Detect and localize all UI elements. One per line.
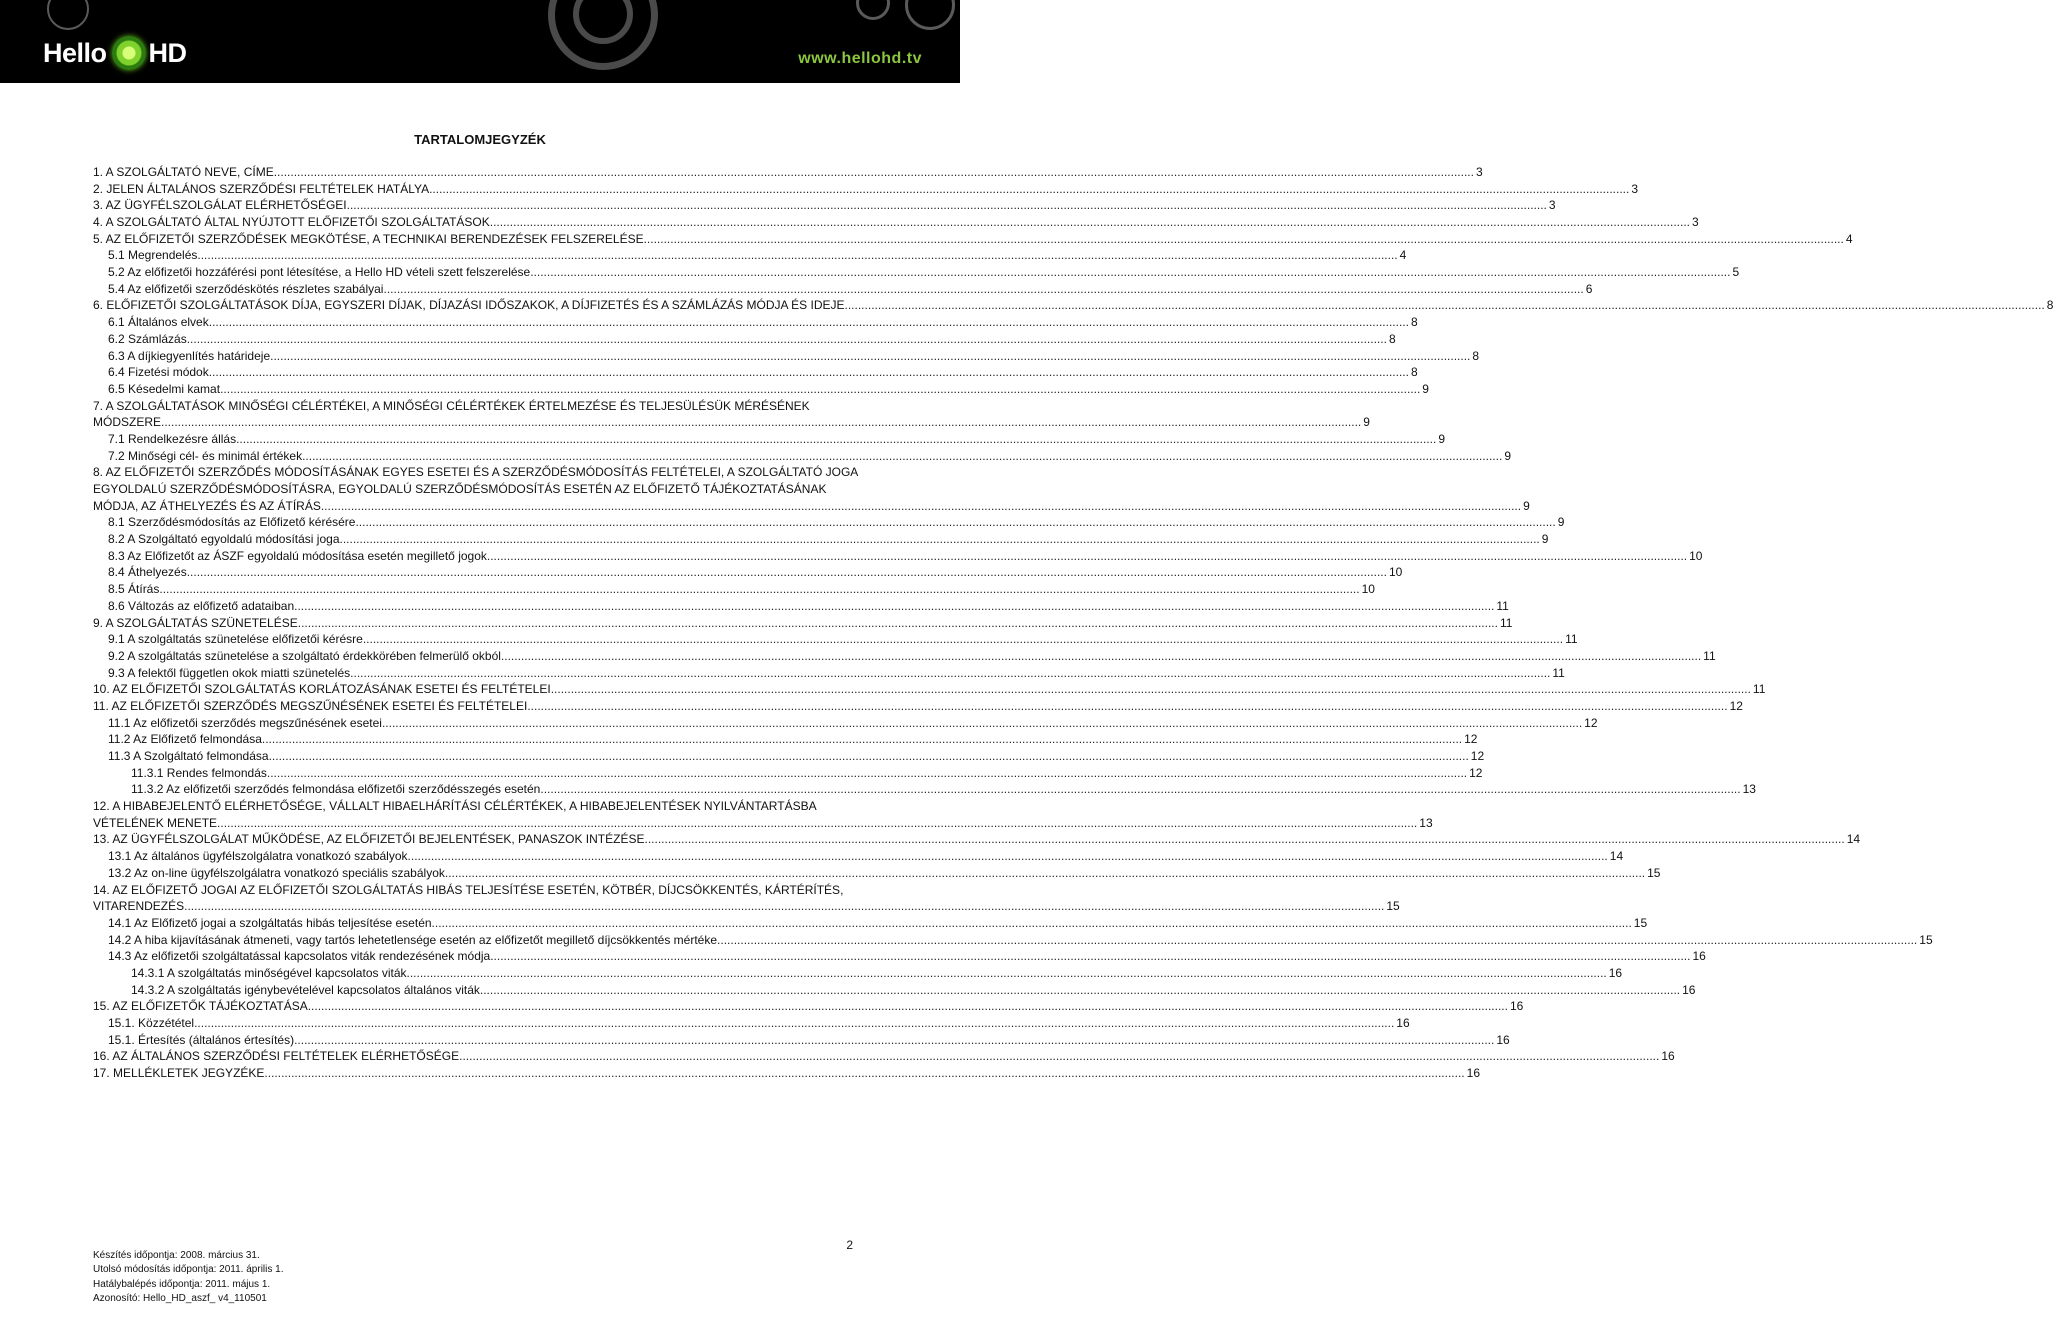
toc-entry-page: 14 (1609, 849, 1624, 864)
toc-entry-page: 16 (1682, 982, 1696, 997)
toc-entry-page: 5 (1732, 265, 1740, 280)
toc-dot-leader (445, 865, 1645, 882)
toc-entry[interactable] (93, 815, 1433, 832)
toc-entry-page: 16 (1661, 1049, 1675, 1064)
toc-entry-page: 3 (1548, 198, 1556, 213)
toc-title: TARTALOMJEGYZÉK (414, 132, 546, 147)
toc-entry-title: 7. A SZOLGÁLTATÁSOK MINŐSÉGI CÉLÉRTÉKEI, A MINŐSÉGI CÉLÉRTÉKEK ÉRTELMEZÉSE ÉS TELJESÜLÉSÜK MÉRÉSÉNEK (93, 398, 810, 413)
toc-dot-leader (501, 648, 1701, 665)
toc-entry-page: 9 (1363, 415, 1370, 430)
toc-entry[interactable] (93, 948, 1706, 965)
toc-entry-title: VITARENDEZÉS (93, 899, 185, 914)
toc-dot-leader (159, 581, 1359, 598)
toc-entry-title: 14.2 A hiba kijavításának átmeneti, vagy tartós lehetetlensége esetén az előfizetőt megillető díjcsökkentés mértéke (108, 932, 718, 947)
toc-entry-title: 12. A HIBABEJELENTŐ ELÉRHETŐSÉGE, VÁLLALT HIBAELHÁRÍTÁSI CÉLÉRTÉKEK, A HIBABEJELENTÉSEK NYILVÁNTARTÁSBA (93, 799, 817, 814)
toc-entry-page: 12 (1470, 749, 1485, 764)
toc-dot-leader (383, 281, 1583, 298)
toc-entry[interactable] (93, 448, 1511, 465)
toc-entry[interactable] (93, 1065, 1480, 1082)
toc-entry[interactable] (93, 731, 1478, 748)
toc-entry-page: 11 (1752, 682, 1766, 697)
toc-entry[interactable] (93, 748, 1485, 765)
toc-entry-page: 4 (1399, 248, 1407, 263)
toc-entry[interactable] (93, 848, 1624, 865)
toc-entry[interactable] (93, 665, 1565, 682)
toc-entry[interactable] (93, 898, 1400, 915)
toc-entry[interactable] (93, 798, 868, 815)
toc-entry[interactable] (93, 565, 1403, 582)
table-of-contents (93, 164, 2053, 1082)
toc-entry-title: 15.1. Közzététel (108, 1016, 195, 1031)
toc-entry-title: MÓDJA, AZ ÁTHELYEZÉS ÉS AZ ÁTÍRÁS (93, 498, 321, 513)
toc-entry-title: 14.3.1 A szolgáltatás minőségével kapcsolatos viták (131, 965, 407, 980)
toc-dot-leader (845, 297, 2045, 314)
toc-entry-page: 15 (1386, 899, 1400, 914)
toc-entry-page: 12 (1729, 698, 1743, 713)
toc-entry-title: 8.1 Szerződésmódosítás az Előfizető kérésére (108, 515, 356, 530)
toc-entry-page: 3 (1475, 164, 1483, 179)
toc-entry[interactable] (93, 832, 1861, 849)
toc-entry-title: 4. A SZOLGÁLTATÓ ÁLTAL NYÚJTOTT ELŐFIZETŐI SZOLGÁLTATÁSOK (93, 215, 490, 230)
toc-entry-page: 15 (1633, 915, 1648, 930)
toc-entry-title: 11.3 A Szolgáltató felmondása (108, 749, 269, 764)
toc-entry[interactable] (93, 998, 1524, 1015)
toc-entry-page: 12 (1584, 715, 1598, 730)
toc-entry-page: 16 (1396, 1016, 1410, 1031)
document-footer (93, 1249, 283, 1306)
toc-entry-title: 11.3.1 Rendes felmondás (131, 765, 267, 780)
footer-line-created: Készítés időpontja: 2008. március 31. (93, 1250, 260, 1261)
toc-entry-page: 10 (1388, 565, 1403, 580)
toc-entry[interactable] (93, 498, 1530, 515)
toc-dot-leader (355, 514, 1555, 531)
toc-entry-page: 8 (1388, 331, 1396, 346)
toc-entry-title: 13.1 Az általános ügyfélszolgálatra vonatkozó szabályok (108, 849, 408, 864)
toc-dot-leader (267, 765, 1467, 782)
toc-entry-page: 9 (1523, 498, 1530, 513)
toc-entry-page: 11 (1552, 665, 1565, 680)
toc-dot-leader (408, 848, 1608, 865)
toc-dot-leader (294, 598, 1494, 615)
toc-dot-leader (487, 548, 1687, 565)
toc-entry-title: 5.1 Megrendelés (108, 248, 198, 263)
toc-entry-title: 6.4 Fizetési módok (108, 365, 209, 380)
toc-entry-title: EGYOLDALÚ SZERZŐDÉSMÓDOSÍTÁSRA, EGYOLDALÚ SZERZŐDÉSMÓDOSÍTÁS ESETÉN AZ ELŐFIZETŐ TÁJÉKOZTATÁSÁNAK (93, 482, 827, 497)
page-header (0, 0, 960, 83)
toc-entry-page: 11 (1703, 648, 1716, 663)
toc-entry-title: 14. AZ ELŐFIZETŐ JOGAI AZ ELŐFIZETŐI SZOLGÁLTATÁS HIBÁS TELJESÍTÉSE ESETÉN, KÖTBÉR, DÍJCSÖKKENTÉS, KÁRTÉRÍTÉS, (93, 882, 844, 897)
toc-entry-page: 15 (1647, 865, 1661, 880)
website-url: www.hellohd.tv (798, 50, 922, 67)
toc-entry[interactable] (93, 1032, 1510, 1049)
toc-entry-page: 8 (1410, 365, 1418, 380)
toc-dot-leader (480, 982, 1680, 999)
toc-entry[interactable] (93, 932, 1933, 949)
toc-dot-leader (717, 932, 1917, 949)
toc-dot-leader (540, 781, 1740, 798)
toc-entry-title: 5. AZ ELŐFIZETŐI SZERZŐDÉSEK MEGKÖTÉSE, A TECHNIKAI BERENDEZÉSEK FELSZERELÉSE (93, 231, 644, 246)
toc-entry[interactable] (93, 381, 1429, 398)
toc-dot-leader (161, 414, 1361, 431)
toc-entry-page: 11 (1496, 598, 1509, 613)
toc-dot-leader (490, 948, 1690, 965)
toc-entry[interactable] (93, 264, 1740, 281)
toc-entry-page: 9 (1422, 381, 1429, 396)
toc-entry-page: 10 (1689, 548, 1703, 563)
toc-entry[interactable] (93, 247, 1407, 264)
toc-dot-leader (294, 1032, 1494, 1049)
toc-entry-page: 3 (1631, 181, 1639, 196)
toc-entry[interactable] (93, 631, 1578, 648)
toc-entry-page: 9 (1541, 532, 1549, 547)
toc-entry-title: 8.5 Átírás (108, 582, 160, 597)
toc-entry-page: 13 (1419, 815, 1433, 830)
toc-dot-leader (308, 998, 1508, 1015)
toc-entry[interactable] (93, 915, 1648, 932)
toc-entry[interactable] (93, 364, 1418, 381)
toc-entry[interactable] (93, 598, 1509, 615)
toc-entry-page: 10 (1361, 582, 1375, 597)
toc-entry-page: 9 (1504, 448, 1511, 463)
toc-entry[interactable] (93, 464, 868, 481)
toc-entry[interactable] (93, 615, 1513, 632)
toc-dot-leader (236, 431, 1436, 448)
toc-dot-leader (490, 214, 1690, 231)
toc-entry[interactable] (93, 681, 1766, 698)
toc-entry-page: 11 (1565, 632, 1578, 647)
toc-entry-title: 9.1 A szolgáltatás szünetelése előfizetői kérésre (108, 632, 363, 647)
toc-entry[interactable] (93, 231, 1853, 248)
toc-entry[interactable] (93, 865, 1661, 882)
toc-entry[interactable] (93, 581, 1375, 598)
toc-entry-page: 12 (1464, 732, 1478, 747)
toc-entry-title: 8.3 Az Előfizetőt az ÁSZF egyoldalú módosítása esetén megillető jogok (108, 548, 487, 563)
toc-dot-leader (459, 1048, 1659, 1065)
footer-line-modified: Utolsó módosítás időpontja: 2011. április 1. (93, 1264, 284, 1276)
toc-entry[interactable] (93, 431, 1445, 448)
toc-entry-title: 8. AZ ELŐFIZETŐI SZERZŐDÉS MÓDOSÍTÁSÁNAK EGYES ESETEI ÉS A SZERZŐDÉSMÓDOSÍTÁS FELTÉTELEI, A SZOLGÁLTATÓ JOGA (93, 465, 859, 480)
toc-dot-leader (209, 364, 1409, 381)
toc-dot-leader (340, 531, 1540, 548)
toc-entry-title: 6.5 Késedelmi kamat (108, 381, 221, 396)
toc-entry-title: 9.3 A felektől független okok miatti szünetelés (108, 665, 351, 680)
toc-dot-leader (432, 915, 1632, 932)
toc-entry-title: 6.2 Számlázás (108, 331, 187, 346)
toc-entry[interactable] (93, 765, 1483, 782)
toc-entry-page: 14 (1846, 832, 1861, 847)
toc-dot-leader (264, 1065, 1464, 1082)
toc-dot-leader (184, 898, 1384, 915)
toc-entry[interactable] (93, 348, 1480, 365)
toc-dot-leader (321, 498, 1521, 515)
toc-entry-page: 13 (1742, 782, 1756, 797)
toc-entry[interactable] (93, 298, 2053, 315)
toc-dot-leader (298, 615, 1498, 632)
toc-entry[interactable] (93, 781, 1756, 798)
toc-entry-title: 11. AZ ELŐFIZETŐI SZERZŐDÉS MEGSZŰNÉSÉNEK ESETEI ÉS FELTÉTELEI (93, 698, 528, 713)
toc-dot-leader (274, 164, 1474, 181)
toc-entry-title: 9. A SZOLGÁLTATÁS SZÜNETELÉSE (93, 615, 298, 630)
toc-entry[interactable] (93, 414, 1370, 431)
toc-entry-title: 15.1. Értesítés (általános értesítés) (108, 1032, 295, 1047)
toc-dot-leader (350, 665, 1550, 682)
toc-entry[interactable] (93, 214, 1699, 231)
toc-entry-page: 12 (1469, 765, 1483, 780)
toc-entry[interactable] (93, 648, 1716, 665)
toc-dot-leader (197, 247, 1397, 264)
toc-dot-leader (194, 1015, 1394, 1032)
toc-dot-leader (220, 381, 1420, 398)
toc-entry-title: 2. JELEN ÁLTALÁNOS SZERZŐDÉSI FELTÉTELEK HATÁLYA (93, 181, 430, 196)
toc-entry[interactable] (93, 331, 1396, 348)
toc-dot-leader (262, 731, 1462, 748)
toc-entry-title: 5.4 Az előfizetői szerződéskötés részletes szabályai (108, 281, 384, 296)
toc-entry-title: 16. AZ ÁLTALÁNOS SZERZŐDÉSI FELTÉTELEK ELÉRHETŐSÉGE (93, 1049, 460, 1064)
toc-entry[interactable] (93, 715, 1598, 732)
decorative-circle (47, 0, 89, 30)
toc-dot-leader (217, 815, 1417, 832)
toc-entry[interactable] (93, 982, 1696, 999)
toc-entry-page: 16 (1692, 949, 1706, 964)
toc-entry-title: 13. AZ ÜGYFÉLSZOLGÁLAT MŰKÖDÉSE, AZ ELŐFIZETŐI BEJELENTÉSEK, PANASZOK INTÉZÉSE (93, 832, 645, 847)
toc-entry-page: 3 (1692, 215, 1699, 230)
toc-dot-leader (644, 831, 1844, 848)
toc-entry-page: 16 (1496, 1032, 1510, 1047)
toc-entry[interactable] (93, 698, 1743, 715)
toc-entry[interactable] (93, 164, 1483, 181)
toc-entry-title: 11.1 Az előfizetői szerződés megszűnésének esetei (108, 715, 382, 730)
toc-entry-title: 5.2 Az előfizetői hozzáférési pont létesítése, a Hello HD vételi szett felszerelése (108, 265, 531, 280)
toc-entry-title: 13.2 Az on-line ügyfélszolgálatra vonatkozó speciális szabályok (108, 865, 445, 880)
toc-dot-leader (209, 314, 1409, 331)
toc-entry-page: 16 (1509, 999, 1524, 1014)
toc-dot-leader (407, 965, 1607, 982)
toc-entry-title: 14.3.2 A szolgáltatás igénybevételével kapcsolatos általános viták (131, 982, 480, 997)
toc-entry-title: 3. AZ ÜGYFÉLSZOLGÁLAT ELÉRHETŐSÉGEI (93, 198, 347, 213)
toc-dot-leader (363, 631, 1563, 648)
toc-entry-page: 6 (1585, 281, 1593, 296)
logo-text-hello: Hello (43, 37, 107, 68)
toc-entry-page: 8 (1410, 315, 1418, 330)
toc-entry-title: 15. AZ ELŐFIZETŐK TÁJÉKOZTATÁSA (93, 999, 308, 1014)
toc-entry[interactable] (93, 314, 1418, 331)
toc-entry-title: 8.6 Változás az előfizető adataiban (108, 598, 295, 613)
toc-entry-title: 14.3 Az előfizetői szolgáltatással kapcsolatos viták rendezésének módja (108, 949, 491, 964)
toc-dot-leader (551, 681, 1751, 698)
toc-entry-page: 9 (1557, 515, 1565, 530)
toc-entry-title: 6.3 A díjkiegyenlítés határideje (108, 348, 271, 363)
toc-entry-title: 17. MELLÉKLETEK JEGYZÉKE (93, 1066, 265, 1081)
toc-entry-title: 7.2 Minőségi cél- és minimál értékek (108, 448, 303, 463)
toc-entry-title: 9.2 A szolgáltatás szünetelése a szolgáltató érdekkörében felmerülő okból (108, 648, 501, 663)
toc-entry-page: 4 (1845, 231, 1853, 246)
toc-entry-title: 11.3.2 Az előfizetői szerződés felmondása előfizetői szerződésszegés esetén (131, 782, 541, 797)
toc-entry-title: 1. A SZOLGÁLTATÓ NEVE, CÍME (93, 164, 274, 179)
toc-dot-leader (429, 181, 1629, 198)
toc-entry[interactable] (93, 1015, 1410, 1032)
toc-entry-title: VÉTELÉNEK MENETE (93, 815, 218, 830)
toc-entry[interactable] (93, 548, 1703, 565)
toc-dot-leader (302, 448, 1502, 465)
toc-entry-page: 8 (1472, 348, 1480, 363)
toc-entry[interactable] (93, 481, 868, 498)
toc-entry-title: 8.2 A Szolgáltató egyoldalú módosítási joga (108, 532, 340, 547)
hello-hd-logo (43, 33, 187, 73)
decorative-circle (856, 0, 890, 20)
toc-dot-leader (347, 197, 1547, 214)
toc-entry-title: 7.1 Rendelkezésre állás (108, 431, 237, 446)
toc-entry-title: 8.4 Áthelyezés (108, 565, 187, 580)
toc-entry-title: 11.2 Az Előfizető felmondása (108, 732, 262, 747)
decorative-circle (905, 0, 955, 30)
toc-entry-page: 15 (1919, 932, 1933, 947)
toc-dot-leader (187, 331, 1387, 348)
toc-entry-title: 6. ELŐFIZETŐI SZOLGÁLTATÁSOK DÍJA, EGYSZERI DÍJAK, DÍJAZÁSI IDŐSZAKOK, A DÍJFIZETÉS ÉS A SZÁMLÁZÁS MÓDJA ÉS IDEJE (93, 298, 845, 313)
toc-dot-leader (527, 698, 1727, 715)
toc-entry-page: 11 (1499, 615, 1513, 630)
footer-line-effective: Hatálybalépés időpontja: 2011. május 1. (93, 1278, 271, 1290)
toc-dot-leader (270, 348, 1470, 365)
toc-entry-page: 8 (2046, 298, 2053, 313)
toc-entry[interactable] (93, 965, 1623, 982)
toc-dot-leader (530, 264, 1730, 281)
page-number: 2 (846, 1238, 853, 1252)
toc-entry-title: 14.1 Az Előfizető jogai a szolgáltatás hibás teljesítése esetén (108, 915, 432, 930)
toc-dot-leader (187, 564, 1387, 581)
toc-entry[interactable] (93, 281, 1593, 298)
footer-line-identifier: Azonosító: Hello_HD_aszf_ v4_110501 (93, 1292, 267, 1304)
toc-entry-page: 9 (1438, 431, 1445, 446)
logo-text-hd: HD (148, 37, 187, 68)
toc-dot-leader (382, 715, 1582, 732)
logo-green-orb-icon (112, 36, 146, 70)
toc-entry[interactable] (93, 514, 1565, 531)
toc-entry[interactable] (93, 197, 1556, 214)
toc-entry-page: 16 (1466, 1066, 1480, 1081)
toc-dot-leader (269, 748, 1469, 765)
toc-entry-page: 16 (1608, 965, 1623, 980)
toc-dot-leader (644, 231, 1844, 248)
toc-entry-title: MÓDSZERE (93, 415, 162, 430)
toc-entry[interactable] (93, 882, 868, 899)
toc-entry[interactable] (93, 181, 1639, 198)
toc-entry-title: 10. AZ ELŐFIZETŐI SZOLGÁLTATÁS KORLÁTOZÁSÁNAK ESETEI ÉS FELTÉTELEI (93, 682, 551, 697)
toc-entry[interactable] (93, 398, 868, 415)
toc-entry[interactable] (93, 1048, 1675, 1065)
toc-entry[interactable] (93, 531, 1549, 548)
toc-entry-title: 6.1 Általános elvek (108, 315, 209, 330)
